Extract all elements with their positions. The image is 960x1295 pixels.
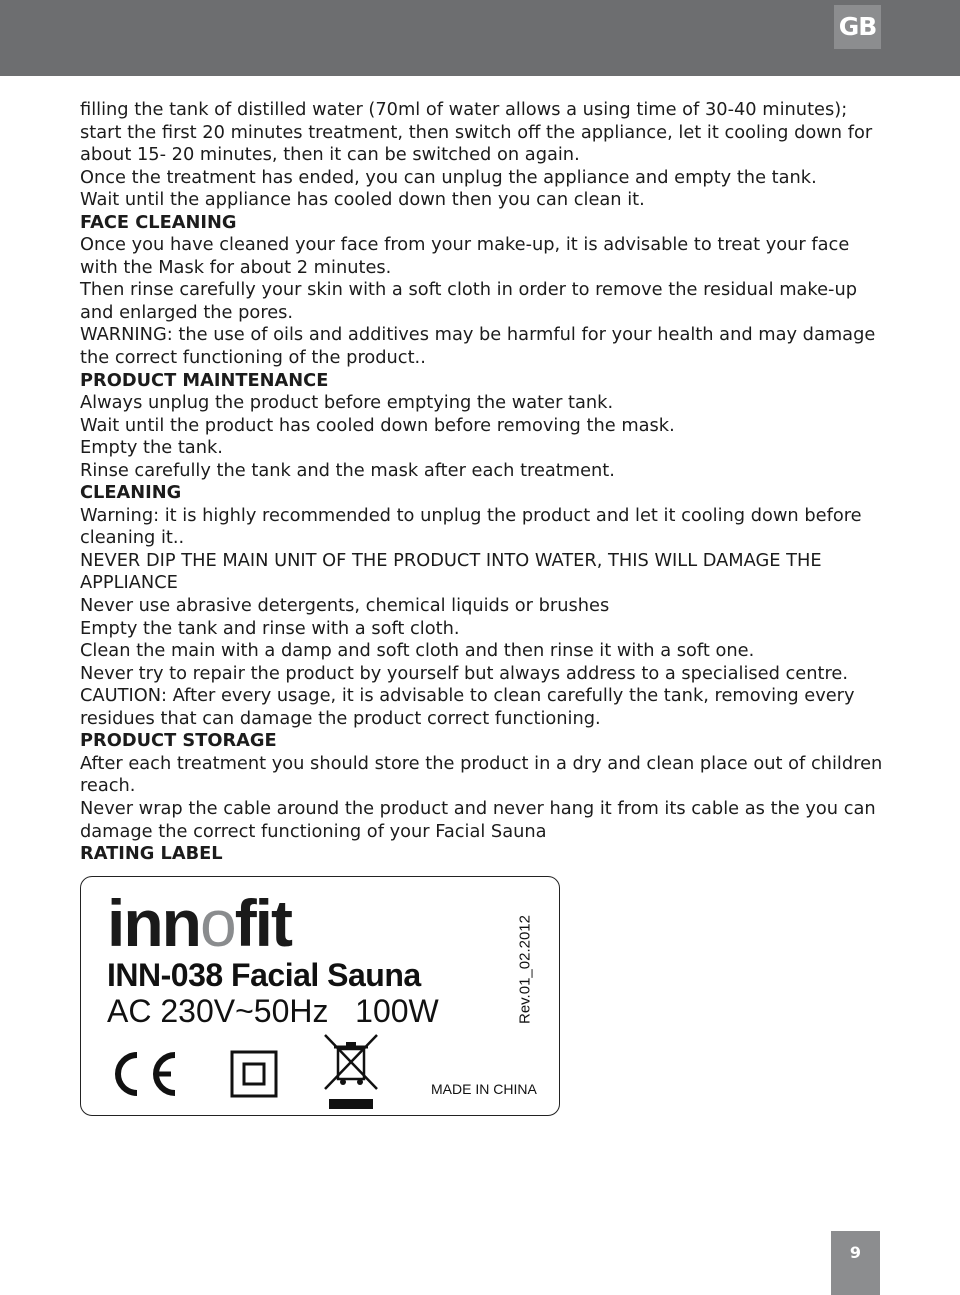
paragraph: Empty the tank.: [80, 437, 223, 459]
brand-logo-o: o: [199, 886, 235, 960]
paragraph: Rinse carefully the tank and the mask after each treatment.: [80, 459, 615, 481]
weee-crossed-bin-icon: [323, 1033, 379, 1113]
paragraph: Never use abrasive detergents, chemical liquids or brushes: [80, 595, 610, 617]
rating-label-card: [80, 876, 560, 1116]
paragraph: Once you have cleaned your face from your make-up, it is advisable to treat your face with the Mask for about 2 minutes.: [80, 234, 850, 278]
paragraph: Clean the main with a damp and soft cloth and then rinse it with a soft one.: [80, 640, 755, 662]
power-rating: AC 230V~50Hz 100W: [107, 993, 439, 1029]
revision-text: Rev.01_02.2012: [516, 915, 534, 1024]
section-heading-cleaning: CLEANING: [80, 482, 182, 504]
paragraph: Warning: it is highly recommended to unplug the product and let it cooling down before cleaning it..: [80, 504, 862, 549]
paragraph: filling the tank of distilled water (70ml of water allows a using time of 30-40 minutes); start the first 20 minutes treatment, then switch off the appliance, let it cooling down for about 15- 20 minutes, then it can be switched on again.: [80, 99, 873, 166]
paragraph: Then rinse carefully your skin with a soft cloth in order to remove the residual make-up and enlarged the pores.: [80, 279, 858, 323]
header-bar: [0, 0, 960, 76]
paragraph: Never wrap the cable around the product and never hang it from its cable as the you can damage the correct functioning of your Facial Sauna: [80, 797, 876, 842]
paragraph: Empty the tank and rinse with a soft cloth.: [80, 617, 460, 639]
language-badge: GB: [834, 5, 881, 49]
model-name: INN-038 Facial Sauna: [107, 957, 421, 993]
brand-logo-end: fit: [234, 886, 291, 960]
brand-logo-start: inn: [107, 886, 200, 960]
paragraph: Once the treatment has ended, you can unplug the appliance and empty the tank.: [80, 166, 817, 188]
ce-mark-icon: [109, 1049, 181, 1099]
paragraph: Always unplug the product before emptying the water tank.: [80, 392, 614, 414]
section-heading-product-maintenance: PRODUCT MAINTENANCE: [80, 369, 329, 391]
page-number: 9: [831, 1231, 880, 1295]
caution-paragraph: CAUTION: After every usage, it is advisable to clean carefully the tank, removing every residues that can damage the product correct functioning.: [80, 685, 855, 729]
made-in-text: MADE IN CHINA: [431, 1081, 537, 1097]
section-heading-face-cleaning: FACE CLEANING: [80, 211, 237, 233]
manual-text: [80, 99, 884, 866]
section-heading-product-storage: PRODUCT STORAGE: [80, 730, 277, 752]
warning-paragraph: WARNING: the use of oils and additives may be harmful for your health and may damage the correct functioning of the product..: [80, 324, 876, 369]
paragraph: NEVER DIP THE MAIN UNIT OF THE PRODUCT INTO WATER, THIS WILL DAMAGE THE APPLIANCE: [80, 549, 822, 594]
paragraph: Wait until the appliance has cooled down then you can clean it.: [80, 189, 645, 211]
double-insulation-icon: [229, 1049, 279, 1099]
paragraph: Never try to repair the product by yourself but always address to a specialised centre.: [80, 662, 848, 684]
brand-logo: [107, 883, 291, 963]
paragraph: After each treatment you should store the product in a dry and clean place out of children reach.: [80, 752, 883, 797]
paragraph: Wait until the product has cooled down before removing the mask.: [80, 414, 675, 436]
section-heading-rating-label: RATING LABEL: [80, 843, 223, 865]
